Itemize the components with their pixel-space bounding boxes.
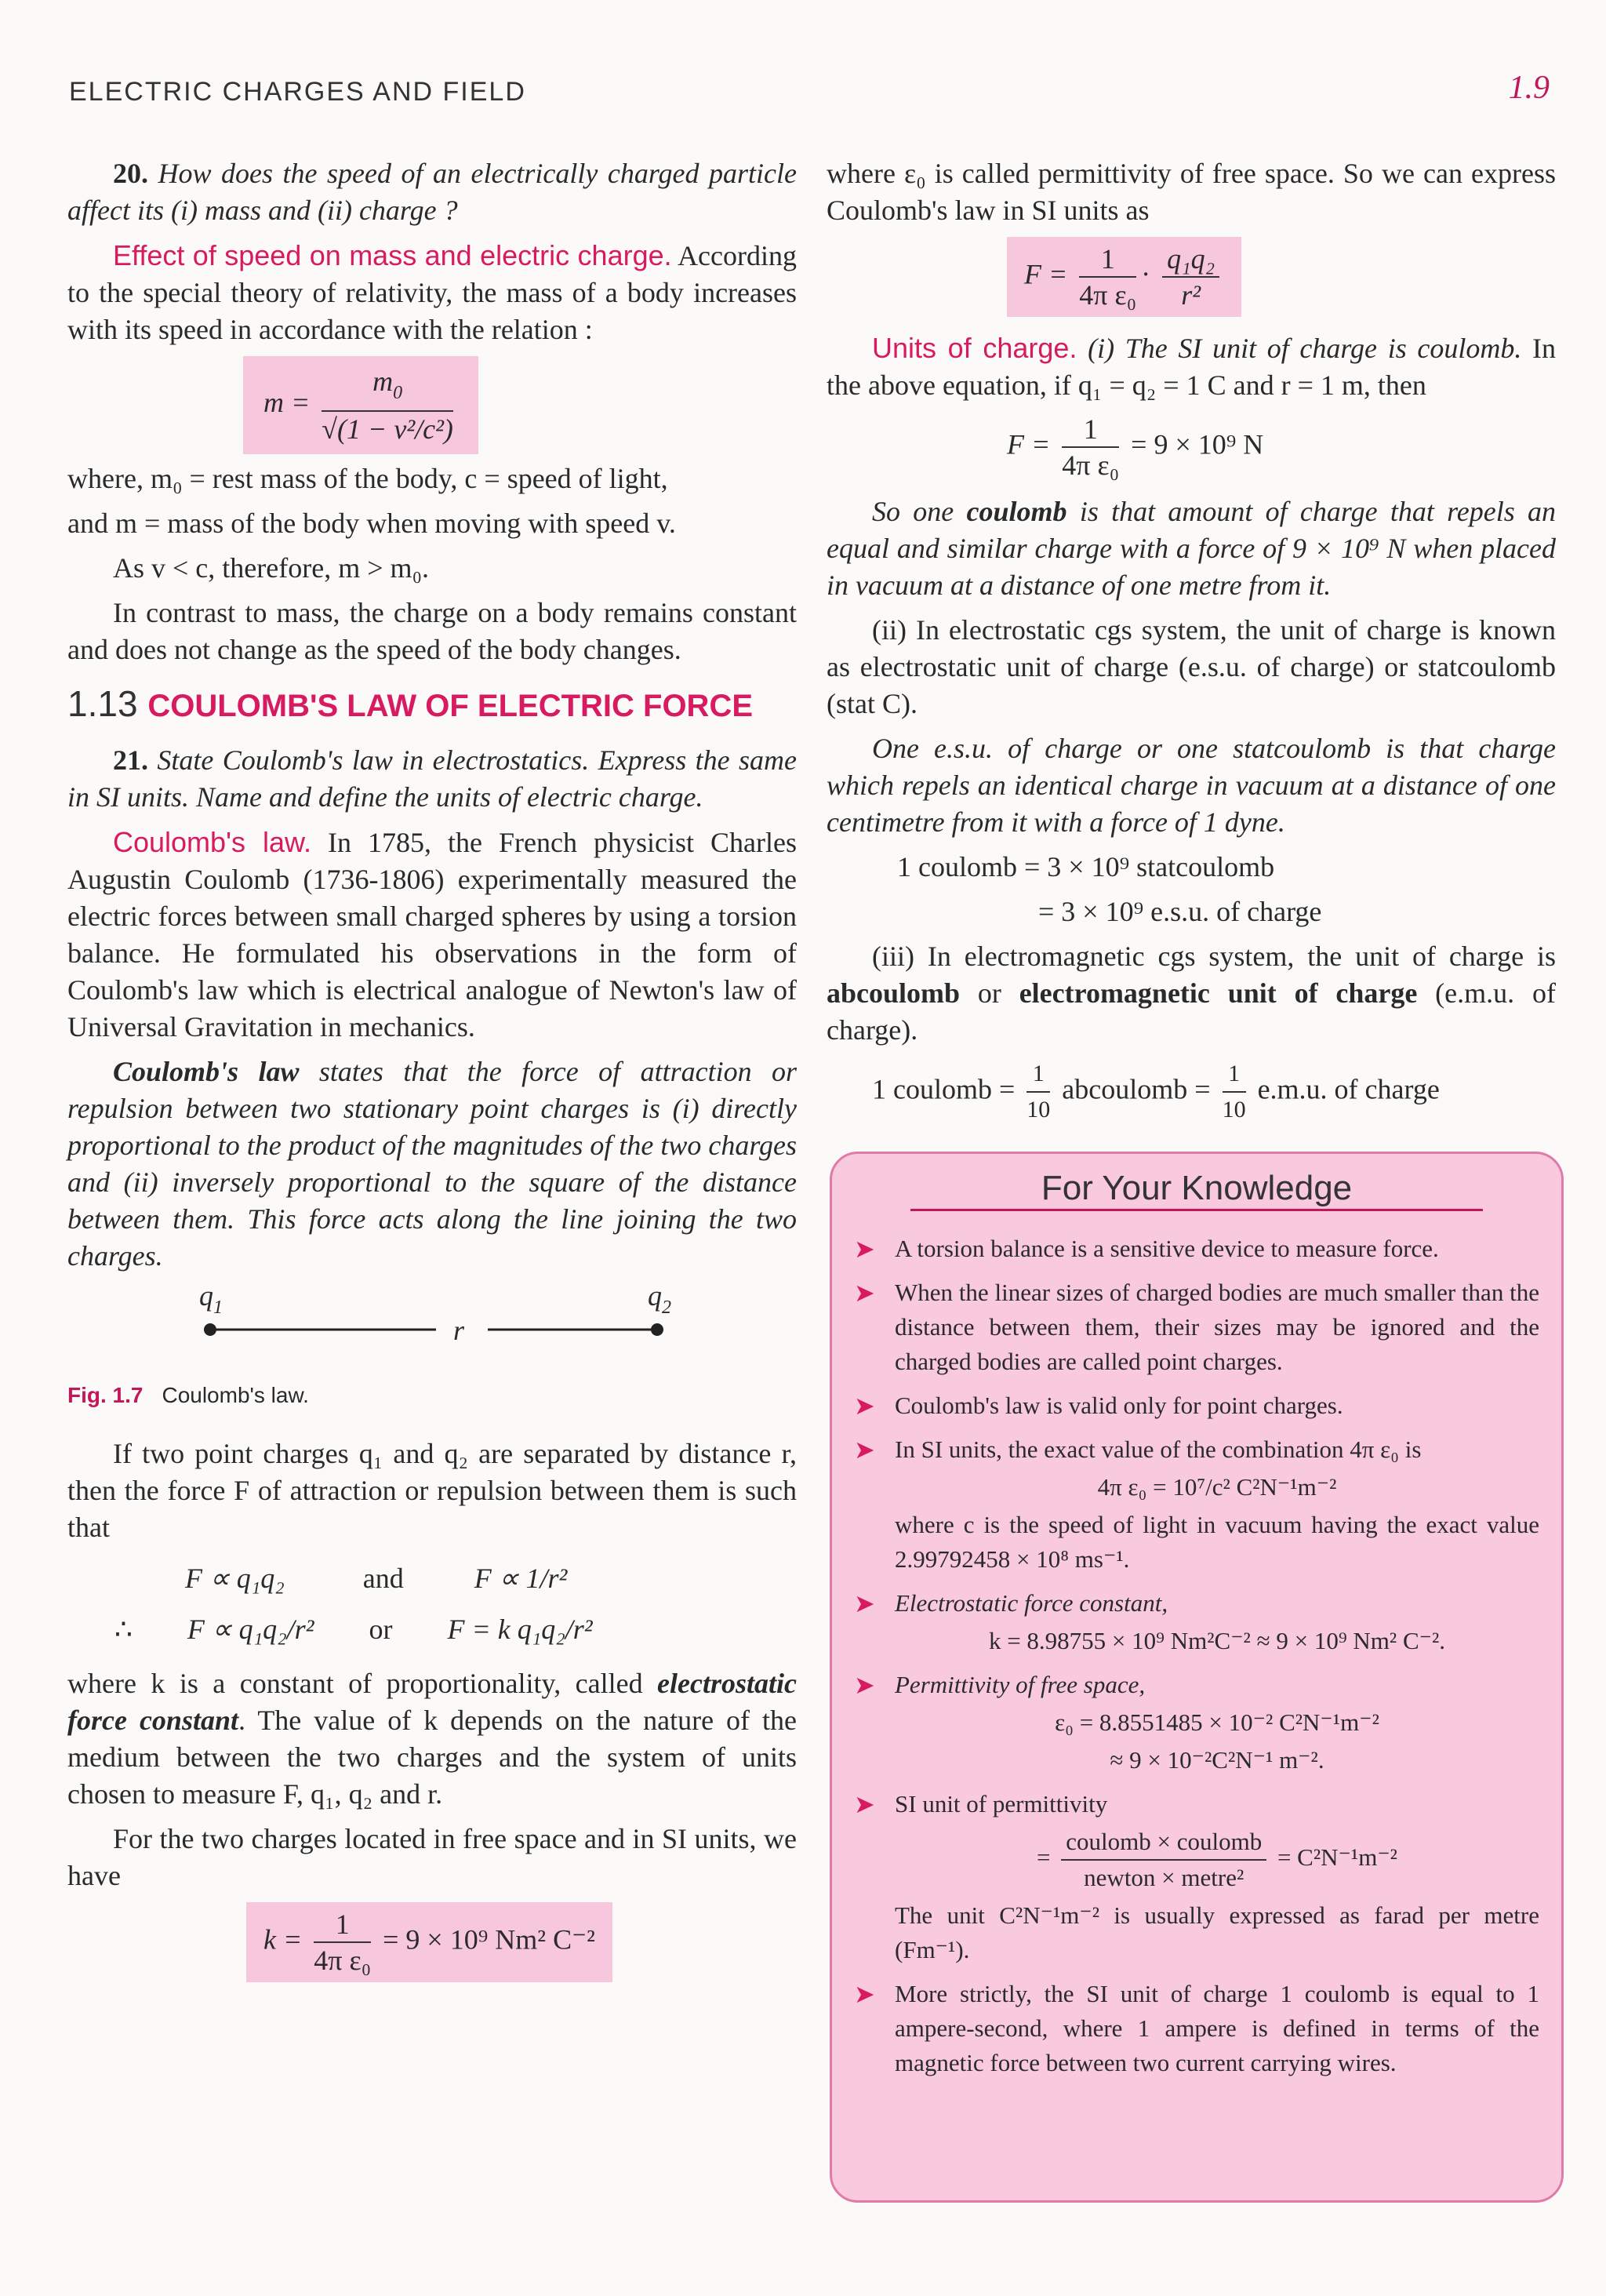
proportionality-rel-1: F ∝ q₁q₂ and F ∝ 1/r² — [185, 1563, 568, 1594]
proportionality-rel-2: ∴ F ∝ q₁q₂/r² or F = k q₁q₂/r² — [114, 1614, 593, 1645]
knowledge-item: ➤ When the linear sizes of charged bodies are much smaller than the distance between them, their sizes may be ignored and the charged bodies are called point charges. — [854, 1275, 1539, 1379]
k-equation: k = $\frac{1}{\text{4π ε₀}}$ = 9 × 10⁹ Nm² C⁻² — [246, 1902, 797, 1982]
as-line: As v < c, therefore, m > m₀. — [113, 552, 430, 584]
mass-equation — [243, 356, 797, 454]
coulomb-statement: Coulomb's law states that the force of attraction or repulsion between two stationary point charges is (i) directly proportional to the product of the magnitudes of the two charges and (ii) inversely proportional to the square of the distance between them. This force acts along the line joining the two charges. — [67, 1056, 798, 1272]
arrow-bullet-icon: ➤ — [854, 1279, 875, 1307]
mass-eq-num: $m_0$ — [322, 364, 453, 412]
where-moving-mass: and m = mass of the body when moving with speed v. — [67, 508, 676, 539]
knowledge-item: ➤ Coulomb's law is valid only for point charges. — [854, 1388, 1539, 1423]
fig-q2-label: $q_2$ — [648, 1280, 671, 1318]
figure-caption: Fig. 1.7 Coulomb's law. — [67, 1383, 309, 1407]
arrow-bullet-icon: ➤ — [854, 1790, 875, 1818]
q20-answer — [67, 237, 797, 348]
permittivity-para: where ε₀ is called permittivity of free space. So we can express Coulomb's law in SI units as — [827, 158, 1556, 226]
force-one-coulomb-eq: F = $\frac{1}{\text{4π ε₀}}$ = 9 × 10⁹ N — [1007, 413, 1264, 481]
knowledge-item: ➤ More strictly, the SI unit of charge 1 coulomb is equal to 1 ampere-second, where 1 ampere is defined in terms of the magnetic force between two current carrying wires. — [854, 1977, 1539, 2080]
q20-question — [67, 155, 797, 229]
conversion-3: 1 coulomb = $\frac{1}{10}$ abcoulomb = $\frac{1}{10}$ e.m.u. of charge — [872, 1057, 1556, 1127]
knowledge-item: ➤ A torsion balance is a sensitive device to measure force. — [854, 1232, 1539, 1266]
mass-eq-den: √(1 − v²/c²) — [322, 413, 453, 445]
arrow-bullet-icon: ➤ — [854, 1435, 875, 1464]
knowledge-item: ➤ Permittivity of free space, ε₀ = 8.8551485 × 10⁻² C²N⁻¹m⁻² ≈ 9 × 10⁻²C²N⁻¹ m⁻². — [854, 1668, 1539, 1777]
coulomb-si-equation: F = $\frac{1}{\text{4π ε₀}}$ · $\frac{\text{q₁q₂}}{\text{r²}}$ — [1007, 237, 1556, 317]
section-heading: 1.13 COULOMB'S LAW OF ELECTRIC FORCE — [67, 683, 754, 724]
esu-definition: One e.s.u. of charge or one statcoulomb is that charge which repels an identical charge in vacuum at a distance of one centimetre from it with a force of 1 dyne. — [827, 733, 1556, 838]
arrow-bullet-icon: ➤ — [854, 1980, 875, 2008]
knowledge-item: ➤ Electrostatic force constant, k = 8.98755 × 10⁹ Nm²C⁻² ≈ 9 × 10⁹ Nm² C⁻². — [854, 1586, 1539, 1658]
running-head: ELECTRIC CHARGES AND FIELD — [69, 77, 526, 107]
contrast-text: In contrast to mass, the charge on a body remains constant and does not change as the speed of the body changes. — [67, 597, 797, 665]
page-number: 1.9 — [1508, 70, 1550, 106]
box-eq-1: 4π ε₀ = 10⁷/c² C²N⁻¹m⁻² — [1097, 1473, 1337, 1501]
where-rest-mass: where, m₀ = rest mass of the body, c = speed of light, — [67, 463, 668, 494]
fig-coulomb — [67, 1280, 797, 1369]
free-space-para: For the two charges located in free space and in SI units, we have — [67, 1823, 797, 1891]
q20-number: 20. — [113, 158, 148, 189]
fig-r-label: r — [453, 1315, 465, 1346]
box-eq-2: k = 8.98755 × 10⁹ Nm²C⁻² ≈ 9 × 10⁹ Nm² C⁻². — [988, 1627, 1446, 1654]
box-eq-4: = $\frac{\text{coulomb × coulomb}}{\text{newton × metre²}}$ = C²N⁻¹m⁻² — [895, 1825, 1539, 1895]
coulomb-definition: So one coulomb is that amount of charge that repels an equal and similar charge with a force of 9 × 10⁹ N when placed in vacuum at a distance of one metre from it. — [827, 496, 1557, 601]
box-eq-3b: ≈ 9 × 10⁻²C²N⁻¹ m⁻². — [1110, 1746, 1324, 1774]
knowledge-item: ➤ SI unit of permittivity = $\frac{\text{coulomb × coulomb}}{\text{newton × metre²}}$ = C²N⁻¹m⁻² The unit C²N⁻¹m⁻² is usually expressed as farad per metre (Fm⁻¹). — [854, 1787, 1539, 1967]
box-eq-4-note: The unit C²N⁻¹m⁻² is usually expressed as farad per metre (Fm⁻¹). — [895, 1901, 1539, 1963]
conversion-1: 1 coulomb = 3 × 10⁹ statcoulomb — [897, 851, 1275, 882]
q20-answer-text: According to the special theory of relativity, the mass of a body increases with its speed in accordance with the relation : — [67, 240, 798, 345]
fig-q1-label: $q_1$ — [199, 1280, 223, 1318]
k-constant-para: where k is a constant of proportionality, called electrostatic force constant. The value of k depends on the nature of the medium between the two charges and the system of units chosen to measure F, q₁, q₂ and r. — [67, 1668, 797, 1810]
two-charges-para: If two point charges q₁ and q₂ are separated by distance r, then the force F of attraction or repulsion between them is such that — [67, 1438, 797, 1543]
units-para: Units of charge. (i) The SI unit of charge is coulomb. In the above equation, if q₁ = q₂ = 1 C and r = 1 m, then — [827, 332, 1557, 401]
fig-line — [67, 1306, 797, 1353]
left-column — [67, 155, 797, 1982]
box-title-rule — [910, 1209, 1483, 1211]
mass-eq-lhs: m = — [263, 386, 311, 418]
knowledge-item: ➤ In SI units, the exact value of the combination 4π ε₀ is 4π ε₀ = 10⁷/c² C²N⁻¹m⁻² where c is the speed of light in vacuum having the exact value 2.99792458 × 10⁸ ms⁻¹. — [854, 1432, 1539, 1577]
q20-text: How does the speed of an electrically charged particle affect its (i) mass and (ii) charge ? — [67, 158, 798, 226]
conversion-2: = 3 × 10⁹ e.s.u. of charge — [1038, 896, 1322, 927]
arrow-bullet-icon: ➤ — [854, 1392, 875, 1420]
for-your-knowledge-box — [830, 1152, 1564, 2203]
box-eq-1-note: where c is the speed of light in vacuum having the exact value 2.99792458 × 10⁸ ms⁻¹. — [895, 1511, 1539, 1573]
knowledge-list — [854, 1232, 1539, 2080]
q20-answer-head: Effect of speed on mass and electric charge. — [113, 239, 672, 271]
q21-question: 21. State Coulomb's law in electrostatics. Express the same in SI units. Name and define the units of electric charge. — [67, 744, 797, 813]
box-eq-3a: ε₀ = 8.8551485 × 10⁻² C²N⁻¹m⁻² — [1055, 1708, 1379, 1736]
arrow-bullet-icon: ➤ — [854, 1671, 875, 1699]
coulomb-law-para: Coulomb's law. In 1785, the French physicist Charles Augustin Coulomb (1736-1806) experimentally measured the electric forces between small charged spheres by using a torsion balance. He formulated his observations in the form of Coulomb's law which is electrical analogue of Newton's law of Universal Gravitation in mechanics. — [67, 826, 797, 1042]
arrow-bullet-icon: ➤ — [854, 1589, 875, 1617]
emu-para: (iii) In electromagnetic cgs system, the unit of charge is abcoulomb or electromagnetic unit of charge (e.m.u. of charge). — [827, 941, 1556, 1046]
esu-para: (ii) In electrostatic cgs system, the unit of charge is known as electrostatic unit of charge (e.s.u. of charge) or statcoulomb (stat C). — [827, 614, 1556, 719]
right-column — [827, 155, 1556, 1127]
box-title: For Your Knowledge — [1041, 1169, 1353, 1207]
arrow-bullet-icon: ➤ — [854, 1235, 875, 1263]
